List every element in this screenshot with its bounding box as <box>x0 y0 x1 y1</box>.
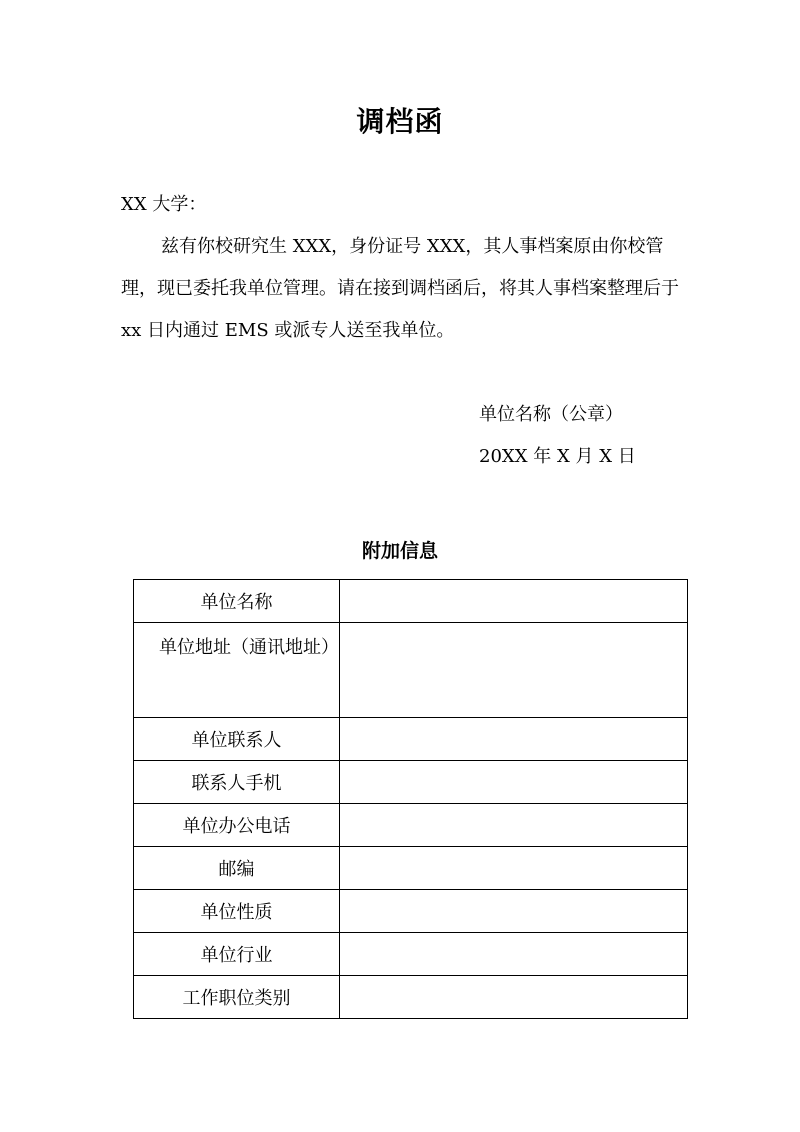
table-row <box>134 847 688 890</box>
row-label-unit-nature: 单位性质 <box>134 890 340 933</box>
row-value-unit-industry[interactable] <box>340 933 688 976</box>
table-row <box>134 623 688 718</box>
row-value-unit-address[interactable] <box>340 623 688 718</box>
row-label-postal-code: 邮编 <box>134 847 340 890</box>
row-label-unit-address: 单位地址（通讯地址） <box>134 623 340 718</box>
table-row <box>134 580 688 623</box>
table-row <box>134 718 688 761</box>
row-label-unit-name: 单位名称 <box>134 580 340 623</box>
row-value-postal-code[interactable] <box>340 847 688 890</box>
row-label-office-phone: 单位办公电话 <box>134 804 340 847</box>
signature-unit: 单位名称（公章） <box>479 404 623 425</box>
row-label-unit-industry: 单位行业 <box>134 933 340 976</box>
row-label-contact-mobile: 联系人手机 <box>134 761 340 804</box>
row-label-unit-contact: 单位联系人 <box>134 718 340 761</box>
table-row <box>134 976 688 1019</box>
row-value-unit-nature[interactable] <box>340 890 688 933</box>
signature-date: 20XX 年 X 月 X 日 <box>479 446 636 467</box>
row-value-job-category[interactable] <box>340 976 688 1019</box>
table-row <box>134 933 688 976</box>
additional-info-title: 附加信息 <box>361 540 438 562</box>
table-row <box>134 804 688 847</box>
row-value-office-phone[interactable] <box>340 804 688 847</box>
row-label-job-category: 工作职位类别 <box>134 976 340 1019</box>
table-row <box>134 761 688 804</box>
salutation: XX 大学： <box>121 194 207 215</box>
additional-info-table <box>133 579 688 1019</box>
row-value-unit-name[interactable] <box>340 580 688 623</box>
row-value-contact-mobile[interactable] <box>340 761 688 804</box>
document-title: 调档函 <box>356 105 444 138</box>
row-value-unit-contact[interactable] <box>340 718 688 761</box>
table-row <box>134 890 688 933</box>
letter-body: 兹有你校研究生 XXX，身份证号 XXX，其人事档案原由你校管理，现已委托我单位管理。请在接到调档函后，将其人事档案整理后于 xx 日内通过 EMS 或派专人送至我单位。 <box>121 236 679 341</box>
